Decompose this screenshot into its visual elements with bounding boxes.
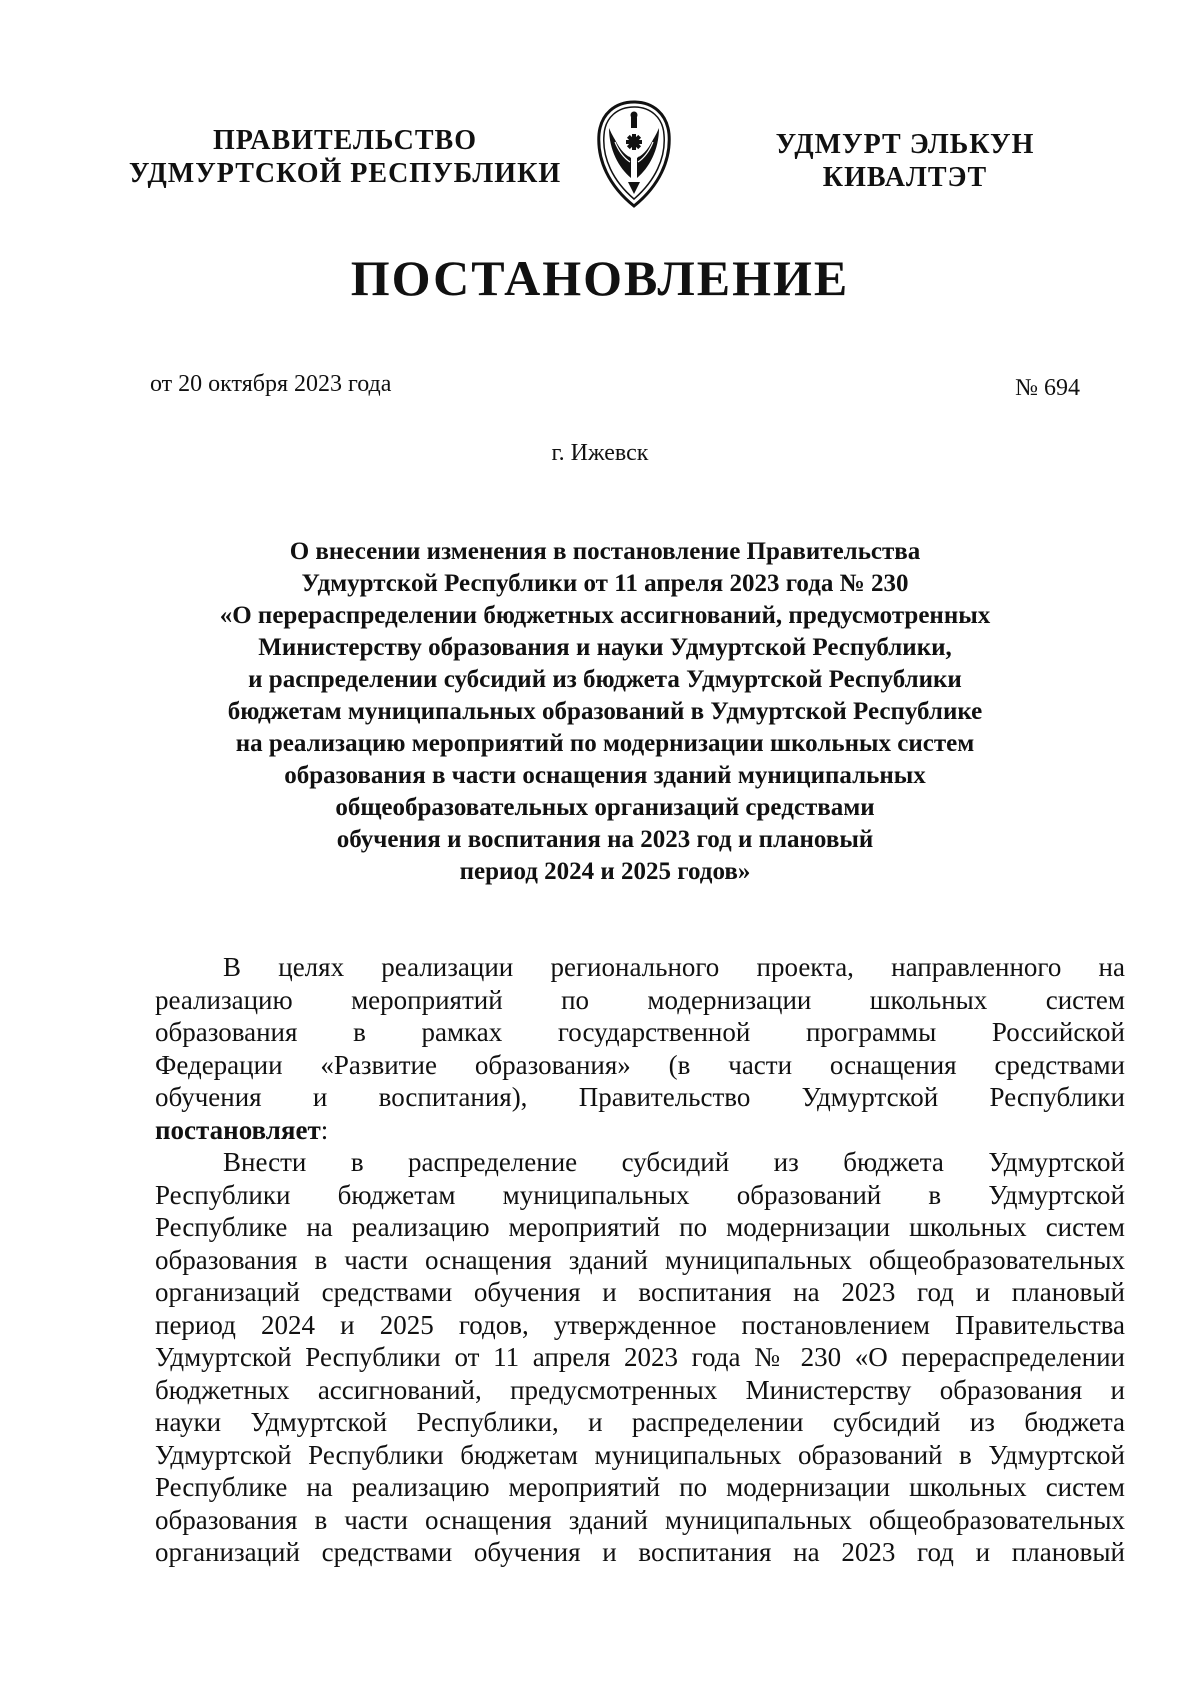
body-line: Удмуртской Республики бюджетам муниципальных образований в Удмуртской bbox=[155, 1439, 1125, 1470]
header-left-line-1: ПРАВИТЕЛЬСТВО bbox=[213, 125, 477, 156]
document-body bbox=[155, 951, 1125, 1569]
body-line: реализацию мероприятий по модернизации школьных систем bbox=[155, 984, 1125, 1015]
body-line: Федерации «Развитие образования» (в части оснащения средствами bbox=[155, 1049, 1125, 1080]
subject-line: образования в части оснащения зданий муниципальных bbox=[284, 762, 926, 789]
body-line: В целях реализации регионального проекта, направленного на bbox=[223, 952, 1125, 982]
subject-line: Удмуртской Республики от 11 апреля 2023 года № 230 bbox=[301, 570, 909, 597]
subject-line: на реализацию мероприятий по модернизации школьных систем bbox=[235, 730, 975, 757]
resolves-colon: : bbox=[320, 1114, 329, 1145]
body-line: период 2024 и 2025 годов, утвержденное постановлением Правительства bbox=[155, 1309, 1125, 1340]
body-line-resolves bbox=[155, 1114, 1125, 1147]
body-line: образования в рамках государственной программы Российской bbox=[155, 1017, 1125, 1047]
header-right-line-2: КИВАЛТЭТ bbox=[822, 162, 988, 193]
udmurtia-coat-of-arms-icon bbox=[595, 98, 673, 210]
resolves-keyword: постановляет bbox=[155, 1114, 321, 1145]
subject-line: бюджетам муниципальных образований в Удмуртской Республике bbox=[227, 698, 983, 725]
government-name-udmurt bbox=[735, 128, 1075, 194]
body-line: обучения и воспитания), Правительство Удмуртской Республики bbox=[155, 1082, 1125, 1112]
body-line: науки Удмуртской Республики, и распределении субсидий из бюджета bbox=[155, 1407, 1125, 1437]
body-line: Республике на реализацию мероприятий по модернизации школьных систем bbox=[155, 1472, 1125, 1502]
government-name-russian bbox=[120, 124, 570, 190]
subject-line: общеобразовательных организаций средствами bbox=[335, 794, 875, 821]
header-left-line-2: УДМУРТСКОЙ РЕСПУБЛИКИ bbox=[128, 158, 562, 189]
body-line: организаций средствами обучения и воспитания на 2023 год и плановый bbox=[155, 1277, 1125, 1307]
subject-line: период 2024 и 2025 годов» bbox=[459, 858, 751, 885]
document-city: г. Ижевск bbox=[551, 440, 649, 466]
document-date: от 20 октября 2023 года bbox=[150, 371, 392, 397]
subject-line: обучения и воспитания на 2023 год и плановый bbox=[336, 826, 874, 853]
document-type-title: ПОСТАНОВЛЕНИЕ bbox=[350, 250, 850, 306]
body-line: организаций средствами обучения и воспитания на 2023 год и плановый bbox=[155, 1537, 1125, 1567]
body-line: Удмуртской Республики от 11 апреля 2023 года № 230 «О перераспределении bbox=[155, 1342, 1125, 1372]
subject-line: Министерству образования и науки Удмуртской Республики, bbox=[258, 634, 952, 661]
header-right-line-1: УДМУРТ ЭЛЬКУН bbox=[775, 129, 1035, 160]
document-number: № 694 bbox=[1015, 375, 1080, 401]
body-line: образования в части оснащения зданий муниципальных общеобразовательных bbox=[155, 1244, 1125, 1275]
document-subject bbox=[150, 536, 1060, 888]
body-line: Республике на реализацию мероприятий по модернизации школьных систем bbox=[155, 1212, 1125, 1242]
subject-line: О внесении изменения в постановление Правительства bbox=[289, 538, 921, 565]
subject-line: «О перераспределении бюджетных ассигнований, предусмотренных bbox=[219, 602, 991, 629]
body-line: бюджетных ассигнований, предусмотренных Министерству образования и bbox=[155, 1374, 1125, 1405]
body-line: Республики бюджетам муниципальных образований в Удмуртской bbox=[155, 1179, 1125, 1210]
body-line: образования в части оснащения зданий муниципальных общеобразовательных bbox=[155, 1504, 1125, 1535]
body-line: Внести в распределение субсидий из бюджета Удмуртской bbox=[223, 1147, 1125, 1177]
subject-line: и распределении субсидий из бюджета Удмуртской Республики bbox=[248, 666, 962, 693]
